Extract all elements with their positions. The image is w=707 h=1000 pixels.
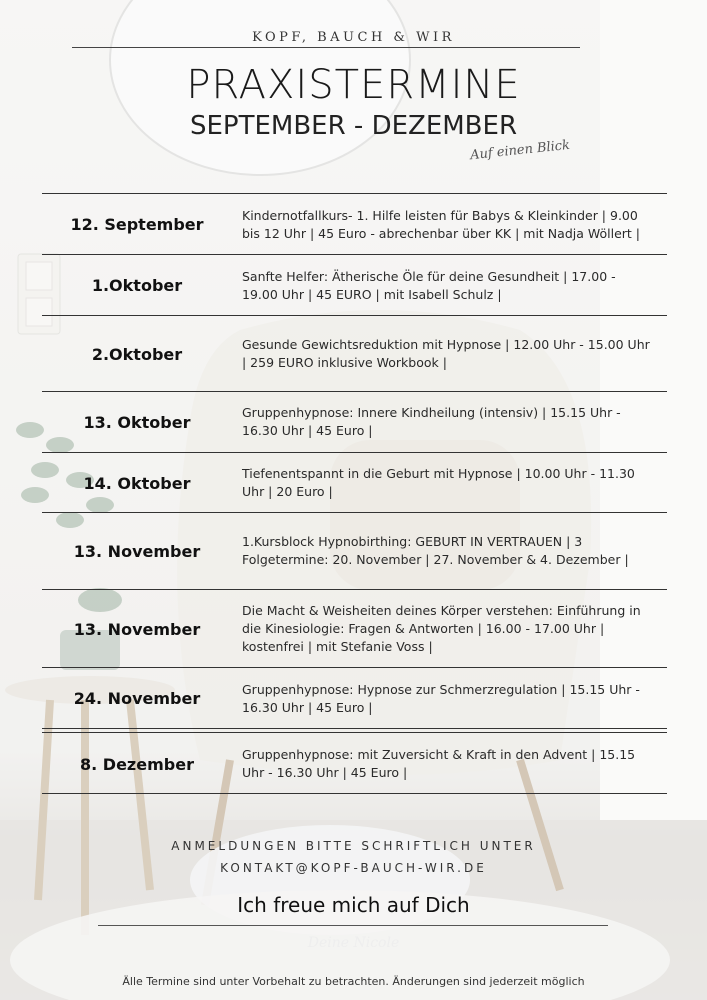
brand-name: KOPF, BAUCH & WIR (252, 30, 455, 45)
event-description: Gruppenhypnose: mit Zuversicht & Kraft in den Advent | 15.15 Uhr - 16.30 Uhr | 45 Euro | (242, 747, 636, 780)
event-date: 13. November (73, 542, 201, 561)
table-divider (42, 728, 667, 729)
event-date: 8. Dezember (80, 755, 194, 774)
table-divider (42, 452, 667, 453)
event-date: 13. Oktober (83, 413, 191, 432)
event-description: Sanfte Helfer: Ätherische Öle für deine Gesundheit | 17.00 - 19.00 Uhr | 45 EURO | mit Isabell Schulz | (242, 269, 616, 302)
table-divider (42, 315, 667, 316)
closing-line: Ich freue mich auf Dich (237, 893, 470, 917)
event-description: 1.Kursblock Hypnobirthing: GEBURT IN VERTRAUEN | 3 Folgetermine: 20. November | 27. November & 4. Dezember | (242, 534, 629, 567)
event-date: 24. November (73, 689, 201, 708)
disclaimer: Älle Termine sind unter Vorbehalt zu betrachten. Änderungen sind jederzeit möglich (122, 975, 585, 988)
event-description: Kindernotfallkurs- 1. Hilfe leisten für Babys & Kleinkinder | 9.00 bis 12 Uhr | 45 Euro - abrechenbar über KK | mit Nadja Wöllert | (242, 208, 640, 241)
event-date: 1.Oktober (91, 276, 183, 295)
tagline: Auf einen Blick (469, 137, 571, 164)
table-divider (42, 589, 667, 590)
event-description: Die Macht & Weisheiten deines Körper verstehen: Einführung in die Kinesiologie: Fragen & Antworten | 16.00 - 17.00 Uhr | kostenfrei | mit Stefanie Voss | (242, 603, 641, 654)
table-divider (42, 732, 667, 733)
page-subtitle: SEPTEMBER - DEZEMBER (189, 111, 518, 141)
event-description: Tiefenentspannt in die Geburt mit Hypnose | 10.00 Uhr - 11.30 Uhr | 20 Euro | (242, 466, 635, 499)
table-divider (42, 193, 667, 194)
event-date: 12. September (70, 215, 204, 234)
footer-divider (98, 925, 608, 926)
table-divider (42, 512, 667, 513)
page-title: PRAXISTERMINE (186, 62, 521, 108)
table-divider (42, 254, 667, 255)
event-description: Gesunde Gewichtsreduktion mit Hypnose | 12.00 Uhr - 15.00 Uhr | 259 EURO inklusive Workbook | (242, 337, 650, 370)
event-date: 14. Oktober (83, 474, 191, 493)
header-divider (72, 47, 580, 48)
signature: Deine Nicole (307, 935, 400, 951)
table-divider (42, 667, 667, 668)
contact-email[interactable]: KONTAKT@KOPF-BAUCH-WIR.DE (220, 861, 487, 875)
registration-note: ANMELDUNGEN BITTE SCHRIFTLICH UNTER (171, 839, 536, 853)
event-date: 13. November (73, 620, 201, 639)
event-date: 2.Oktober (91, 345, 183, 364)
table-divider (42, 793, 667, 794)
event-description: Gruppenhypnose: Innere Kindheilung (intensiv) | 15.15 Uhr - 16.30 Uhr | 45 Euro | (242, 405, 621, 438)
event-description: Gruppenhypnose: Hypnose zur Schmerzregulation | 15.15 Uhr - 16.30 Uhr | 45 Euro | (242, 682, 640, 715)
table-divider (42, 391, 667, 392)
